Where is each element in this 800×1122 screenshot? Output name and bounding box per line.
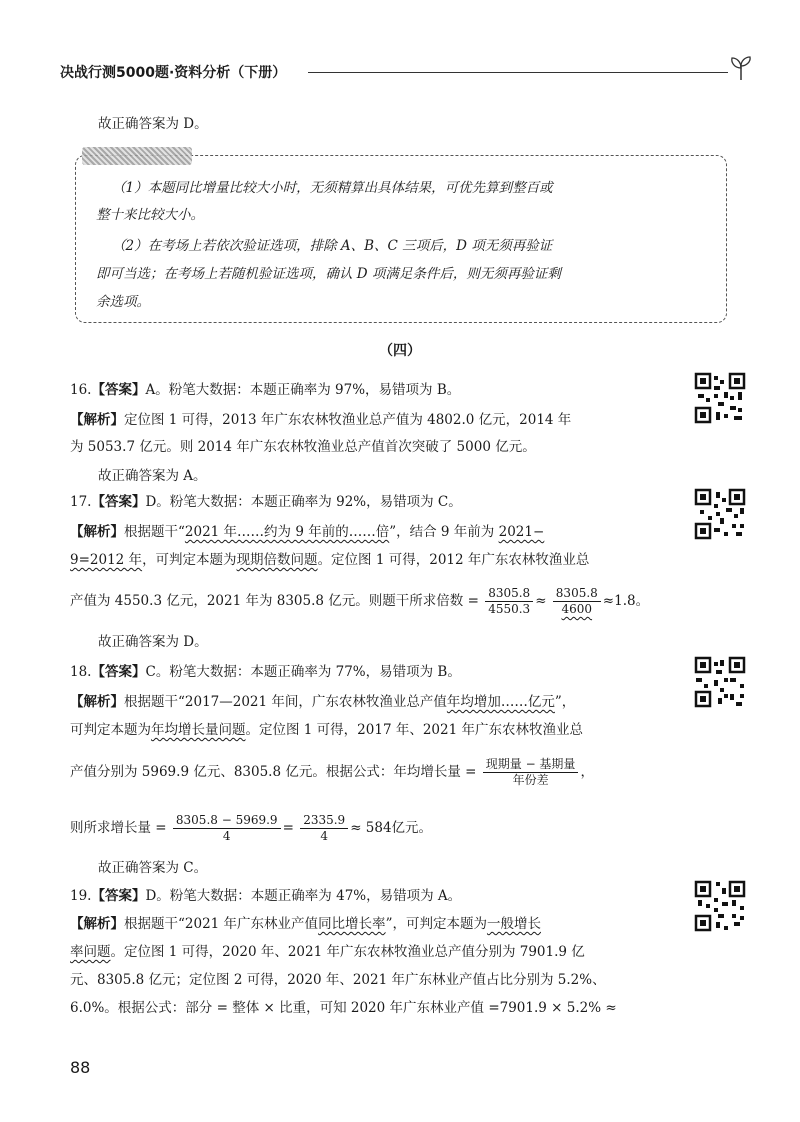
q17-number: 17. <box>70 494 92 510</box>
text-run: 产值分别为 5969.9 亿元、8305.8 亿元。根据公式：年均增长量 = <box>70 764 477 780</box>
tip-line: 整十来比较大小。 <box>96 207 204 223</box>
q17-analysis-line <box>70 522 730 542</box>
q16-number: 16. <box>70 382 92 398</box>
q17-analysis-line <box>70 550 730 570</box>
underlined-text: 率问题 <box>70 944 111 960</box>
q18-answer-text: C。粉笔大数据：本题正确率为 77%，易错项为 B。 <box>145 664 461 680</box>
text-run: 则所求增长量 = <box>70 820 167 836</box>
fraction-numerator: 现期量 − 基期量 <box>483 757 579 773</box>
analysis-tag: 【解析】 <box>70 412 124 428</box>
q17-formula-line <box>70 580 730 622</box>
text-run: ”， <box>554 694 576 710</box>
q19-answer-text: D。粉笔大数据：本题正确率为 47%，易错项为 A。 <box>145 888 462 904</box>
sprout-icon <box>726 52 756 82</box>
fraction-denominator: 4600 <box>561 602 593 616</box>
answer-tag: 【答案】 <box>91 382 146 398</box>
q19-analysis-line: 元、8305.8 亿元；定位图 2 可得，2020 年、2021 年广东林业产值占比分别为 5.2%、 <box>70 972 606 988</box>
text-run: ”，可判定本题为 <box>385 916 487 932</box>
page-number: 88 <box>70 1058 91 1077</box>
fraction-denominator: 4 <box>222 829 231 843</box>
fraction-denominator: 年份差 <box>512 773 549 787</box>
q18-number: 18. <box>70 664 92 680</box>
underlined-text: 2021 年……约为 9 年前的……倍 <box>184 524 390 540</box>
text-run: 产值为 4550.3 亿元，2021 年为 8305.8 亿元。则题干所求倍数 = <box>70 593 479 609</box>
equals-sign: = <box>282 820 294 836</box>
text-run: 。定位图 1 可得，2012 年广东农林牧渔业总 <box>317 552 590 568</box>
answer-tag: 【答案】 <box>91 664 146 680</box>
fraction <box>483 757 579 788</box>
q18-conclusion: 故正确答案为 C。 <box>98 860 208 876</box>
fraction-denominator: 4550.3 <box>488 602 531 616</box>
q17-conclusion: 故正确答案为 D。 <box>98 634 208 650</box>
approx-sign: ≈ <box>535 593 547 609</box>
q16-analysis-text: 定位图 1 可得，2013 年广东农林牧渔业总产值为 4802.0 亿元，2014 年 <box>124 412 572 428</box>
q19-analysis-line <box>70 942 730 962</box>
text-run: ”，结合 9 年前为 <box>389 524 499 540</box>
q19-answer <box>70 886 730 906</box>
underlined-text: 2021− <box>498 524 545 540</box>
fraction-numerator: 8305.8 <box>553 586 601 602</box>
text-run: ，可判定本题为 <box>142 552 237 568</box>
underlined-text: 现期倍数问题 <box>236 552 318 568</box>
text-run: 根据题干“2017—2021 年间，广东农林牧渔业总产值 <box>124 694 447 710</box>
q18-formula-line <box>70 750 730 794</box>
answer-tag: 【答案】 <box>91 494 146 510</box>
fraction-numerator: 8305.8 <box>485 586 533 602</box>
q18-analysis-line <box>70 692 730 712</box>
fraction <box>300 813 348 844</box>
tip-line: （1）本题同比增量比较大小时，无须精算出具体结果，可优先算到整百或 <box>112 180 553 196</box>
text-run: 。定位图 1 可得，2020 年、2021 年广东农林牧渔业总产值分别为 7901.9 亿 <box>110 944 585 960</box>
q17-answer <box>70 492 730 512</box>
q19-analysis-line: 6.0%。根据公式：部分 = 整体 × 比重，可知 2020 年广东林业产值 =7901.9 × 5.2% ≈ <box>70 1000 617 1016</box>
text-run: 根据题干“2021 年广东林业产值 <box>124 916 319 932</box>
q17-answer-text: D。粉笔大数据：本题正确率为 92%，易错项为 C。 <box>145 494 462 510</box>
answer-tag: 【答案】 <box>91 888 146 904</box>
top-conclusion: 故正确答案为 D。 <box>98 116 208 132</box>
text-run: ≈1.8。 <box>602 593 650 609</box>
q16-conclusion: 故正确答案为 A。 <box>98 468 207 484</box>
fraction-numerator: 2335.9 <box>300 813 348 829</box>
section-title: （四） <box>379 343 421 359</box>
tip-line: 余选项。 <box>96 294 150 310</box>
analysis-tag: 【解析】 <box>70 694 124 710</box>
header-rule <box>308 72 728 73</box>
q16-answer <box>70 380 730 400</box>
text-run: 根据题干“ <box>124 524 185 540</box>
q16-analysis-line <box>70 410 730 430</box>
q19-analysis-line <box>70 914 730 934</box>
analysis-tag: 【解析】 <box>70 524 124 540</box>
text-run: 可判定本题为 <box>70 722 151 738</box>
fraction <box>553 586 601 617</box>
underlined-text: 9=2012 年 <box>70 552 143 568</box>
running-header <box>60 58 750 88</box>
tip-line: （2）在考场上若依次验证选项，排除 A、B、C 三项后，D 项无须再验证 <box>112 238 553 254</box>
underlined-text: 年均增长量问题 <box>151 722 246 738</box>
tip-label-badge <box>82 147 192 165</box>
analysis-tag: 【解析】 <box>70 916 124 932</box>
q18-answer <box>70 662 730 682</box>
fraction <box>485 586 533 617</box>
q16-analysis-line: 为 5053.7 亿元。则 2014 年广东农林牧渔业总产值首次突破了 5000 亿元。 <box>70 439 536 455</box>
text-run: ， <box>580 764 594 780</box>
fraction <box>173 813 281 844</box>
fraction-numerator: 8305.8 − 5969.9 <box>173 813 281 829</box>
q18-formula-line <box>70 806 730 850</box>
q19-number: 19. <box>70 888 92 904</box>
q16-answer-text: A。粉笔大数据：本题正确率为 97%，易错项为 B。 <box>145 382 461 398</box>
text-run: ≈ 584亿元。 <box>350 820 433 836</box>
book-title: 决战行测5000题·资料分析（下册） <box>60 65 287 81</box>
underlined-text: 一般增长 <box>486 916 541 932</box>
underlined-text: 年均增加……亿元 <box>446 694 555 710</box>
tip-line: 即可当选；在考场上若随机验证选项，确认 D 项满足条件后，则无须再验证剩 <box>96 266 561 282</box>
text-run: 。定位图 1 可得，2017 年、2021 年广东农林牧渔业总 <box>245 722 583 738</box>
q18-analysis-line <box>70 720 730 740</box>
underlined-text: 同比增长率 <box>318 916 386 932</box>
fraction-denominator: 4 <box>320 829 328 843</box>
